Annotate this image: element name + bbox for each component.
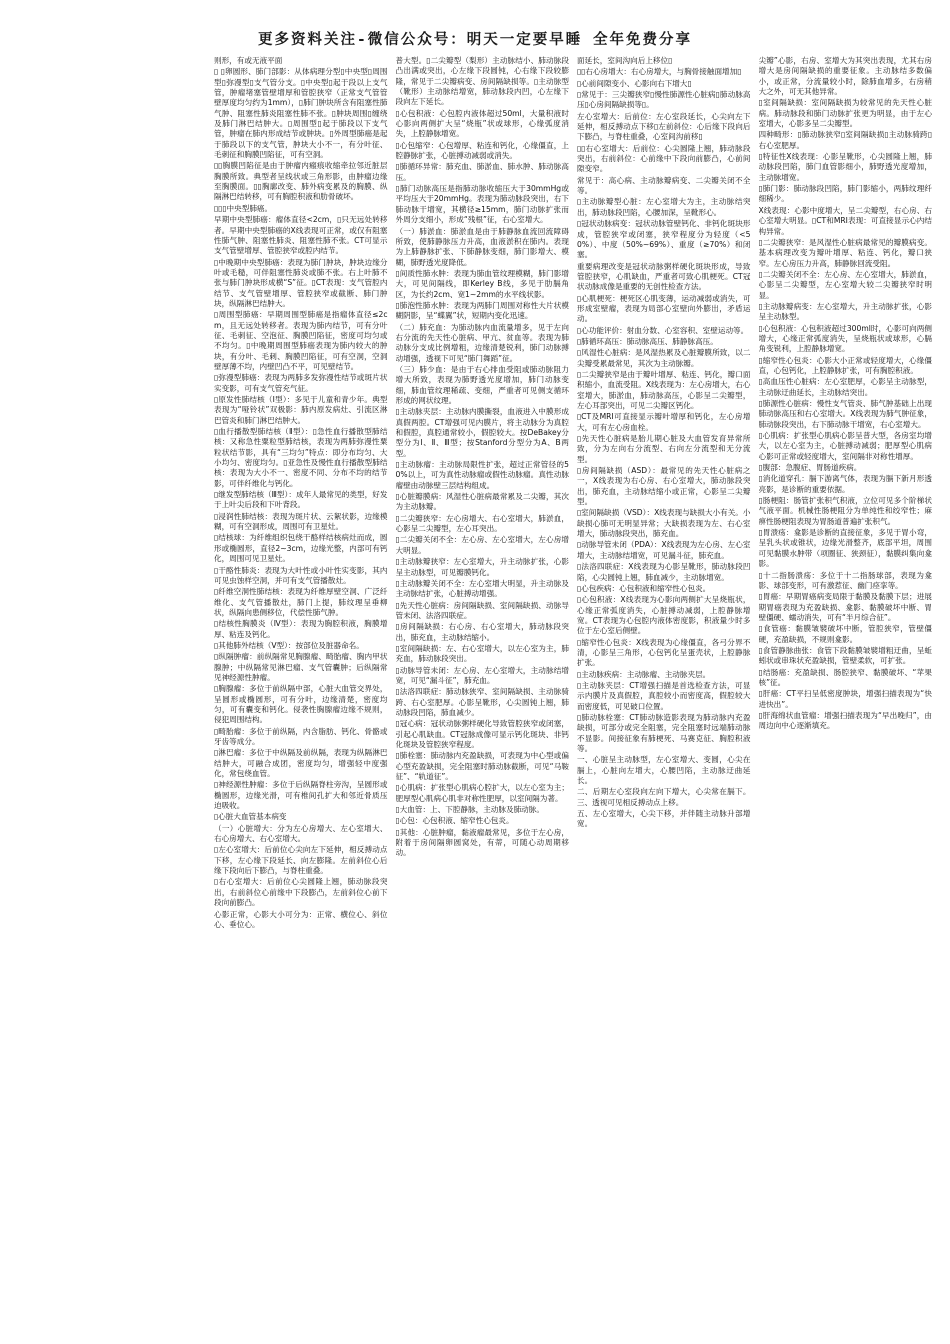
body-paragraph: （一）心脏增大：分为左心房增大、左心室增大、右心房增大、右心室增大。 [214, 823, 388, 844]
body-paragraph: ▯胃溃疡：龛影是诊断的直接征象，多见于胃小弯，呈乳头状或锥状，边缘光滑整齐，底部平坦，周围可见黏膜水肿带（项圈征、狭颈征），黏膜纠集向龛影。 [758, 528, 932, 569]
body-paragraph: ▯动脉导管未闭：左心房、左心室增大，主动脉结增宽，可见“漏斗征”，肺充血。 [395, 665, 569, 685]
body-paragraph: ▯间质性肺水肿：表现为肺血管纹理模糊，肺门影增大，可见间隔线，即Kerley B线，多见于肋膈角区，为长约2cm、宽1~2mm的水平线状影。 [395, 268, 569, 299]
body-paragraph: ▯▯右心室增大：后前位：心尖圆隆上翘，肺动脉段突出，右前斜位：心前缘中下段向前膨凸，心前间隙变窄。 [577, 143, 751, 174]
body-paragraph: ▯畸胎瘤：多位于前纵隔，内含脂肪、钙化、骨骼或牙齿等成分。 [214, 726, 388, 746]
body-paragraph: ▯心肌病：扩张型心肌病心影呈普大型，各房室均增大，以左心室为主，心脏搏动减弱；肥厚型心肌病心影可正常或轻度增大，室间隔非对称性增厚。 [758, 431, 932, 461]
body-paragraph: 四种畸形：▯肺动脉狭窄▯室间隔缺损▯主动脉骑跨▯右心室肥厚。 [758, 130, 932, 150]
body-paragraph: ▯冠状动脉病变：冠状动脉管壁钙化、非钙化斑块形成，管腔狭窄或闭塞，狭窄程度分为轻度（<50%）、中度（50%~69%）、重度（≥70%）和闭塞。 [577, 219, 751, 260]
body-paragraph: ▯弥漫型肺癌：表现为两肺多发弥漫性结节或斑片状实变影，可有支气管充气征。 [214, 373, 388, 393]
body-paragraph: 五、左心室增大，心尖下移，并伴随主动脉升部增宽。 [577, 809, 751, 829]
body-paragraph: X线表现：心影中度增大，呈二尖瓣型，右心房、右心室增大明显。▯CT和MRI表现：可直接显示心内结构异常。 [758, 205, 932, 236]
body-paragraph: ▯肺栓塞：肺动脉内充盈缺损，可表现为中心型或偏心型充盈缺损，完全阻塞时肺动脉截断，可见“马鞍征”、“轨道征”。 [395, 751, 569, 782]
body-paragraph: ▯肺门影：肺动脉段凹陷，肺门影缩小，两肺纹理纤细稀少。 [758, 184, 932, 204]
column-1 [214, 56, 388, 1332]
body-paragraph: ▯右心室增大：后前位心尖圆隆上翘，肺动脉段突出，右前斜位心前缘中下段膨凸，左前斜位心前下段向前膨凸。 [214, 877, 388, 908]
body-paragraph: ▯干酪性肺炎：表现为大叶性或小叶性实变影，其内可见虫蚀样空洞，并可有支气管播散灶。 [214, 565, 388, 585]
body-paragraph: ▯继发型肺结核（Ⅲ型）：成年人最常见的类型，好发于上叶尖后段和下叶背段。 [214, 490, 388, 510]
column-4 [759, 56, 933, 1332]
body-paragraph: ▯风湿性心脏病：是风湿热累及心脏瓣膜所致，以二尖瓣受累最常见，其次为主动脉瓣。 [577, 348, 751, 368]
body-paragraph: ▯胃癌：早期胃癌病变局限于黏膜及黏膜下层；进展期胃癌表现为充盈缺损、龛影、黏膜破坏中断、胃壁僵硬、蠕动消失，可有“半月综合征”。 [758, 592, 932, 622]
body-paragraph: ▯心包：心包积液、缩窄性心包炎。 [395, 816, 514, 826]
body-paragraph: ▯周围型肺癌：早期周围型肺癌是指瘤体直径≤2cm，且无远处转移者。表现为肺内结节，可有分叶征、毛刺征、空泡征、胸膜凹陷征，密度可均匀或不均匀。▯中晚期周围型肺癌表现为肺内较大的肿块，有分叶、毛刺、胸膜凹陷征，可有空洞，空洞壁厚薄不均，内壁凹凸不平，可见壁结节。 [214, 310, 388, 371]
body-paragraph: ▯ ▯卵圆形、肺门部影：从体病理分型▯中央型▯周围型▯弥漫型▯支气管分支。▯中央型▯起于段以上支气管，肿瘤堵塞管壁增厚和管腔狭窄（正常支气管管壁厚度均匀约为1mm），▯肺门肿块所含有阻塞性肺气肿、阻塞性肺炎阻塞性肺不张。▯肿块周围▯缠绕及肺门淋巴结肿大。▯周围型▯起于肺段以下支气管，肿瘤在肺内形成结节或肿块。▯外周型肺癌是起于肺段以下的支气管，肿块大小不一，有分叶征、毛刺征和胸膜凹陷征，可有空洞。 [214, 67, 388, 160]
column-2 [396, 56, 570, 1332]
body-paragraph: ▯结核性胸膜炎（Ⅳ型）：表现为胸腔积液，胸膜增厚、粘连及钙化。 [214, 619, 388, 639]
body-paragraph: （一）肺淤血：肺淤血是由于肺静脉血流回流障碍所致，使肺静脉压力升高，血液淤积在肺内。表现为上肺静脉扩张、下肺静脉变细，肺门影增大、模糊，肺野透光度降低。 [395, 226, 569, 267]
body-paragraph: 面延长，室间沟向后上移位▯ [577, 56, 673, 65]
body-paragraph: ▯肺循环异常：肺充血、肺淤血、肺水肿、肺动脉高压。 [395, 162, 569, 182]
body-paragraph: ▯腹部：急腹症、胃肠道疾病。 [758, 463, 862, 473]
body-paragraph: ▯十二指肠溃疡：多位于十二指肠球部，表现为龛影、球部变形，可有激惹征、幽门痉挛等。 [758, 570, 932, 590]
body-paragraph: ▯法洛四联症：X线表现为心影呈靴形，肺动脉段凹陷，心尖圆钝上翘，肺血减少，主动脉增宽。 [577, 562, 751, 582]
body-paragraph: ▯主动脉瘤：主动脉局限性扩张，超过正常管径的50%以上，可为真性动脉瘤或假性动脉瘤。真性动脉瘤壁由动脉壁三层结构组成。 [395, 460, 569, 490]
body-paragraph: ▯心肌梗死：梗死区心肌变薄，运动减弱或消失，可形成室壁瘤，表现为局部心室壁向外膨出，矛盾运动。 [577, 293, 751, 324]
body-paragraph: ▯其他：心脏肿瘤，黏液瘤最常见，多位于左心房，附着于房间隔卵圆窝处，有蒂，可随心动周期移动。 [395, 827, 569, 858]
body-paragraph: ▯▯右心房增大：右心房增大，与胸骨接触面增加▯ [577, 67, 742, 77]
body-paragraph: ▯主动脉夹层：CT增强扫描是首选检查方法，可显示内膜片及真假腔，真腔较小而密度高，假腔较大而密度低，可见破口位置。 [577, 680, 751, 711]
body-paragraph: ▯房间隔缺损：右心房、右心室增大，肺动脉段突出，肺充血，主动脉结缩小。 [395, 622, 569, 642]
body-paragraph: ▯血行播散型肺结核（Ⅱ型）：▯急性血行播散型肺结核：又称急性粟粒型肺结核，表现为两肺弥漫性粟粒状结节影，具有“三均匀”特点：即分布均匀、大小均匀、密度均匀。▯亚急性及慢性血行播散型肺结核：表现为大小不一、密度不同、分布不均的结节影，可伴纤维化与钙化。 [214, 427, 388, 488]
body-paragraph: ▯肺源性心脏病：慢性支气管炎、肺气肿基础上出现肺动脉高压和右心室增大。X线表现为肺气肿征象，肺动脉段突出，右下肺动脉干增宽，右心室增大。 [758, 399, 932, 429]
body-paragraph: ▯二尖瓣狭窄是由于瓣叶增厚、粘连、钙化，瓣口面积缩小，血流受阻。X线表现为：左心房增大，右心室增大，肺淤血，肺动脉高压，心影呈二尖瓣型，左心耳部突出，可见二尖瓣区钙化。 [577, 369, 751, 410]
body-paragraph: ▯二尖瓣狭窄：是风湿性心脏病最常见的瓣膜病变。基本病理改变为瓣叶增厚、粘连、钙化，瓣口狭窄。左心房压力升高，肺静脉回流受阻。 [758, 237, 932, 268]
column-3 [577, 56, 751, 1332]
body-paragraph: 则形，有或无液平面 [214, 56, 283, 65]
body-paragraph: 一、心脏呈主动脉型，左心室增大、变圆，心尖在膈上，心脏向左增大，心腰凹陷，主动脉迂曲延长。 [577, 755, 751, 786]
body-paragraph: ▯心包积液：X线表现为心影向两侧扩大呈烧瓶状，心缘正常弧度消失，心脏搏动减弱，上腔静脉增宽。CT表现为心包腔内液体密度影，积液量少时多位于左心室后侧壁。 [577, 595, 751, 636]
body-paragraph: ▯消化道穿孔：膈下游离气体，表现为膈下新月形透亮影，是诊断的重要依据。 [758, 474, 932, 494]
body-paragraph: ▯室间隔缺损（VSD）：X线表现与缺损大小有关。小缺损心肺可无明显异常；大缺损表现为左、右心室增大，肺动脉段突出，肺充血。 [577, 508, 751, 539]
body-paragraph: ▯法洛四联症：肺动脉狭窄、室间隔缺损、主动脉骑跨、右心室肥厚。心影呈靴形，心尖圆钝上翘，肺动脉段凹陷，肺血减少。 [395, 687, 569, 717]
page-header: 更多资料关注-微信公众号：明天一定要早睡 全年免费分享 [258, 32, 692, 48]
body-paragraph: ▯心前间隙变小、心影向右下增大▯ [577, 78, 692, 88]
body-paragraph: ▯主动脉瓣狭窄：左心室增大，升主动脉扩张，心影呈主动脉型，可见瓣膜钙化。 [395, 557, 569, 577]
body-paragraph: ▯▯胸膜凹陷征是由于肿瘤内瘢痕收缩牵拉邻近脏层胸膜所致。典型者呈线状或三角形影，由肿瘤边缘至胸膜面。▯▯胸廓改变、肺外病变累及的胸膜、纵隔淋巴结转移，可有胸腔积液和肋骨破坏。 [214, 161, 388, 202]
body-paragraph: ▯淋巴瘤：多位于中纵隔及前纵隔，表现为纵隔淋巴结肿大，可融合成团，密度均匀，增强轻中度强化，常包绕血管。 [214, 748, 388, 779]
body-paragraph: ▯心脏大血管基本病变 [214, 812, 287, 822]
body-paragraph: ▯肺门动脉高压是指肺动脉收缩压大于30mmHg或平均压大于20mmHg。表现为肺动脉段突出，右下肺动脉干增宽，其横径≥15mm，肺门动脉扩张而外周分支细小，形成“残根”征，右心室增大。 [395, 184, 569, 225]
body-paragraph: ▯浸润性肺结核：表现为斑片状、云絮状影，边缘模糊，可有空洞形成，周围可有卫星灶。 [214, 511, 388, 532]
body-paragraph: ▯主动脉瓣型心脏：左心室增大为主，主动脉结突出，肺动脉段凹陷，心腰加深，呈靴形心。 [577, 197, 751, 217]
body-paragraph: ▯高血压性心脏病：左心室肥厚，心影呈主动脉型，主动脉迂曲延长，主动脉结突出。 [758, 377, 932, 397]
body-paragraph: ▯主动脉瓣病变：左心室增大，升主动脉扩张，心影呈主动脉型。 [758, 301, 932, 322]
body-paragraph: 尖瓣”心影，右房、室增大为其突出表现，尤其右房增大是房间隔缺损的重要征象。主动脉结多数偏小，或正常，分流量较小时，除肺血增多，右房稍大之外，可无其他异常。 [758, 56, 932, 97]
body-paragraph: ▯房间隔缺损（ASD）：最常见的先天性心脏病之一，X线表现为右心房、右心室增大，肺动脉段突出，肺充血，主动脉结缩小或正常，心影呈二尖瓣型。 [577, 466, 751, 507]
body-paragraph: ▯主动脉疾病：主动脉瘤、主动脉夹层。 [577, 669, 711, 679]
body-paragraph: ▯冠心病：冠状动脉粥样硬化导致管腔狭窄或闭塞，引起心肌缺血。CT冠脉成像可显示钙化斑块、非钙化斑块及管腔狭窄程度。 [395, 719, 569, 749]
body-paragraph: ▯结核球：为纤维组织包绕干酪样结核病灶而成，圆形或椭圆形，直径2~3cm，边缘光整，内部可有钙化，周围可见卫星灶。 [214, 533, 388, 564]
body-paragraph: （二）肺充血：为肺动脉内血流量增多，见于左向右分流的先天性心脏病、甲亢、贫血等。表现为肺动脉分支成比例增粗，边缘清楚锐利，肺门动脉搏动增强，透视下可见“肺门舞蹈”征。 [395, 322, 569, 363]
body-paragraph: ▯肺循环高压：肺动脉高压、肺静脉高压。 [577, 336, 718, 346]
body-paragraph: ▯结肠癌：充盈缺损、肠腔狭窄、黏膜破坏、“苹果核”征。 [758, 667, 932, 687]
body-paragraph: ▯心肌病：扩张型心肌病心腔扩大，以左心室为主；肥厚型心肌病心肌非对称性肥厚，以室间隔为著。 [395, 783, 569, 803]
body-paragraph: ▯肺泡性肺水肿：表现为两肺门周围对称性大片状模糊阴影，呈“蝶翼”状，短期内变化迅速。 [395, 300, 569, 321]
body-paragraph: ▯原发性肺结核（Ⅰ型）：多见于儿童和青少年。典型表现为“哑铃状”双极影：肺内原发病灶、引流区淋巴管炎和肺门淋巴结肿大。 [214, 395, 388, 425]
body-paragraph: ▯其他肺外结核（Ⅴ型）：按部位及脏器命名。 [214, 640, 364, 650]
body-paragraph: ▯左心室增大：后前位心尖向左下延伸，相反搏动点下移，左心缘下段延长、向左膨隆。左前斜位心后缘下段向后下膨凸，与脊柱重叠。 [214, 845, 388, 876]
body-paragraph: ▯室间隔缺损：室间隔缺损为较常见的先天性心脏病。肺动脉段和肺门动脉扩张更为明显，由于左心室增大，心影多呈二尖瓣型。 [758, 98, 932, 129]
body-paragraph: ▯肝癌：CT平扫呈低密度肿块，增强扫描表现为“快进快出”。 [758, 689, 932, 709]
body-paragraph: 常见于：高心病、主动脉瓣病变、二尖瓣关闭不全等。 [577, 175, 751, 196]
body-paragraph: ▯CT及MRI可直接显示瓣叶增厚和钙化，左心房增大，可有左心房血栓。 [577, 412, 751, 432]
body-paragraph: ▯肠梗阻：肠管扩张积气积液，立位可见多个阶梯状气液平面。机械性肠梗阻分为单纯性和绞窄性；麻痹性肠梗阻表现为胃肠道普遍扩张积气。 [758, 496, 932, 526]
body-paragraph: ▯肝海绵状血管瘤：增强扫描表现为“早出晚归”，由周边向中心逐渐填充。 [758, 710, 932, 731]
body-paragraph: ▯▯▯中央型肺癌。 [214, 203, 273, 213]
body-paragraph: ▯中晚期中央型肺癌：表现为肺门肿块，肿块边缘分叶或毛糙，可伴阻塞性肺炎或肺不张。右上叶肺不张与肺门肿块形成横“S”征。▯CT表现：支气管腔内结节、支气管壁增厚、管腔狭窄或截断、肺门肿块，纵隔淋巴结肿大。 [214, 257, 388, 308]
body-paragraph: ▯神经源性肿瘤：多位于后纵隔脊柱旁沟，呈圆形或椭圆形，边缘光滑，可有椎间孔扩大和邻近骨质压迫吸收。 [214, 780, 388, 811]
body-paragraph: ▯先天性心脏病是胎儿期心脏及大血管发育异常所致，分为左向右分流型、右向左分流型和无分流型。 [577, 434, 751, 464]
body-paragraph: ▯纤维空洞性肺结核：表现为纤维厚壁空洞、广泛纤维化、支气管播散灶，肺门上提，肺纹理呈垂柳状，纵隔向患侧移位，代偿性肺气肿。 [214, 587, 388, 617]
body-paragraph: ▯食管静脉曲张：食管下段黏膜皱襞增粗迂曲，呈蚯蚓状或串珠状充盈缺损，管壁柔软，可扩张。 [758, 645, 932, 666]
body-paragraph: ▯二尖瓣狭窄：左心房增大、右心室增大，肺淤血，心影呈二尖瓣型，左心耳突出。 [395, 513, 569, 534]
body-paragraph: ▯常见于：三尖瓣狭窄▯慢性肺源性心脏病▯肺动脉高压▯心房间隔缺损等▯。 [577, 90, 751, 110]
body-paragraph: 早期中央型肺癌：瘤体直径<2cm，▯只无远处转移者。早期中央型肺癌的X线表现可正常，或仅有阻塞性肺气肿、阻塞性肺炎、阻塞性肺不张。CT可显示支气管壁增厚、管腔狭窄或腔内结节。 [214, 215, 388, 256]
text-columns [214, 56, 932, 1332]
body-paragraph: ▯缩窄性心包炎：X线表现为心缘僵直，各弓分界不清，心影呈三角形，心包钙化呈蛋壳状，上腔静脉扩张。 [577, 637, 751, 668]
body-paragraph: 左心室增大：后前位：左心室段延长，心尖向左下延伸，相反搏动点下移▯左前斜位：心后缘下段向后下膨凸，与脊柱重叠，心室间沟前移▯ [577, 111, 751, 142]
body-paragraph: ▯心包缩窄：心包增厚、粘连和钙化，心缘僵直，上腔静脉扩张，心脏搏动减弱或消失。 [395, 140, 569, 161]
body-paragraph: ▯动脉导管未闭（PDA）：X线表现为左心房、左心室增大，主动脉结增宽，可见漏斗征，肺充血。 [577, 540, 751, 560]
body-paragraph: ▯胸腺瘤：多位于前纵隔中部，心脏大血管交界处，呈圆形或椭圆形，可有分叶，边缘清楚，密度均匀，可有囊变和钙化。侵袭性胸腺瘤边缘不规则，侵犯周围结构。 [214, 684, 388, 725]
body-paragraph: （三）肺少血：是由于右心排血受阻或肺动脉阻力增大所致，表现为肺野透光度增加，肺门动脉变细，肺血管纹理稀疏、变细，严重者可见侧支循环形成的网状纹理。 [395, 364, 569, 405]
body-paragraph: ▯特征性X线表现：心影呈靴形，心尖圆隆上翘，肺动脉段凹陷，肺门血管影细小，肺野透光度增加，主动脉增宽。 [758, 152, 932, 182]
body-paragraph: ▯主动脉瓣关闭不全：左心室增大明显，升主动脉及主动脉结扩张，心脏搏动增强。 [395, 578, 569, 599]
body-paragraph: 心影正常，心影大小可分为：正常、横位心、斜位心、垂位心。 [214, 909, 388, 929]
body-paragraph: ▯纵隔肿瘤：前纵隔常见胸腺瘤、畸胎瘤、胸内甲状腺肿；中纵隔常见淋巴瘤、支气管囊肿；后纵隔常见神经源性肿瘤。 [214, 652, 388, 682]
body-paragraph: ▯食管癌：黏膜皱襞破坏中断，管腔狭窄，管壁僵硬，充盈缺损，不规则龛影。 [758, 624, 932, 644]
body-paragraph: ▯心功能评价：射血分数、心室容积、室壁运动等。 [577, 325, 749, 335]
body-paragraph: ▯心包积液：心包积液超过300ml时，心影可向两侧增大，心缘正常弧度消失，呈烧瓶状或球形，心膈角变锐利，上腔静脉增宽。 [758, 323, 932, 354]
body-paragraph: ▯大血管：上、下腔静脉，主动脉及肺动脉。 [395, 805, 544, 815]
body-paragraph: ▯心脏瓣膜病：风湿性心脏病最常累及二尖瓣，其次为主动脉瓣。 [395, 492, 569, 512]
body-paragraph: ▯先天性心脏病：房间隔缺损、室间隔缺损、动脉导管未闭、法洛四联症。 [395, 600, 569, 620]
body-paragraph: ▯缩窄性心包炎：心影大小正常或轻度增大，心缘僵直，心包钙化，上腔静脉扩张，可有胸腔积液。 [758, 355, 932, 375]
body-paragraph: ▯心包积液：心包腔内液体超过50ml，大量积液时心影向两侧扩大呈“烧瓶”状或球形，心缘弧度消失，上腔静脉增宽。 [395, 108, 569, 139]
body-paragraph: ▯心包疾病：心包积液和缩窄性心包炎。 [577, 583, 711, 593]
body-paragraph: ▯二尖瓣关闭不全：左心房、左心室增大，肺淤血，心影呈二尖瓣型，左心室增大较二尖瓣狭窄时明显。 [758, 269, 932, 300]
body-paragraph: ▯主动脉夹层：主动脉内膜撕裂，血液进入中膜形成真假两腔。CT增强可见内膜片，将主动脉分为真腔和假腔，真腔通常较小，假腔较大。按DeBakey分型分为Ⅰ、Ⅱ、Ⅲ型；按Stanford分型分为A、B两型。 [395, 407, 569, 458]
body-paragraph: 重要病理改变是冠状动脉粥样硬化斑块形成，导致管腔狭窄，心肌缺血，严重者可致心肌梗死。CT冠状动脉成像是重要的无创性检查方法。 [577, 261, 751, 292]
body-paragraph: 普大型。▯二尖瓣型（梨形）主动脉结小、肺动脉段凸出满或突出，心左缘下段圆钝，心右缘下段较膨隆，常见于二尖瓣病变、房间隔缺损等。▯主动脉型（靴形）主动脉结增宽，肺动脉段内凹，心左缘下段向左下延长。 [395, 56, 569, 107]
body-paragraph: ▯室间隔缺损：左、右心室增大，以左心室为主，肺充血，肺动脉段突出。 [395, 643, 569, 664]
body-paragraph: 二、后期左心室段向左向下增大，心尖常在膈下。三、透视可见相反搏动点上移。 [577, 787, 751, 807]
body-paragraph: ▯肺动脉栓塞：CT肺动脉造影表现为肺动脉内充盈缺损，可部分或完全阻塞，完全阻塞时远端肺动脉不显影。间接征象有肺梗死、马赛克征、胸腔积液等。 [577, 712, 751, 753]
body-paragraph: ▯二尖瓣关闭不全：左心房、左心室增大，左心房增大明显。 [395, 535, 569, 555]
